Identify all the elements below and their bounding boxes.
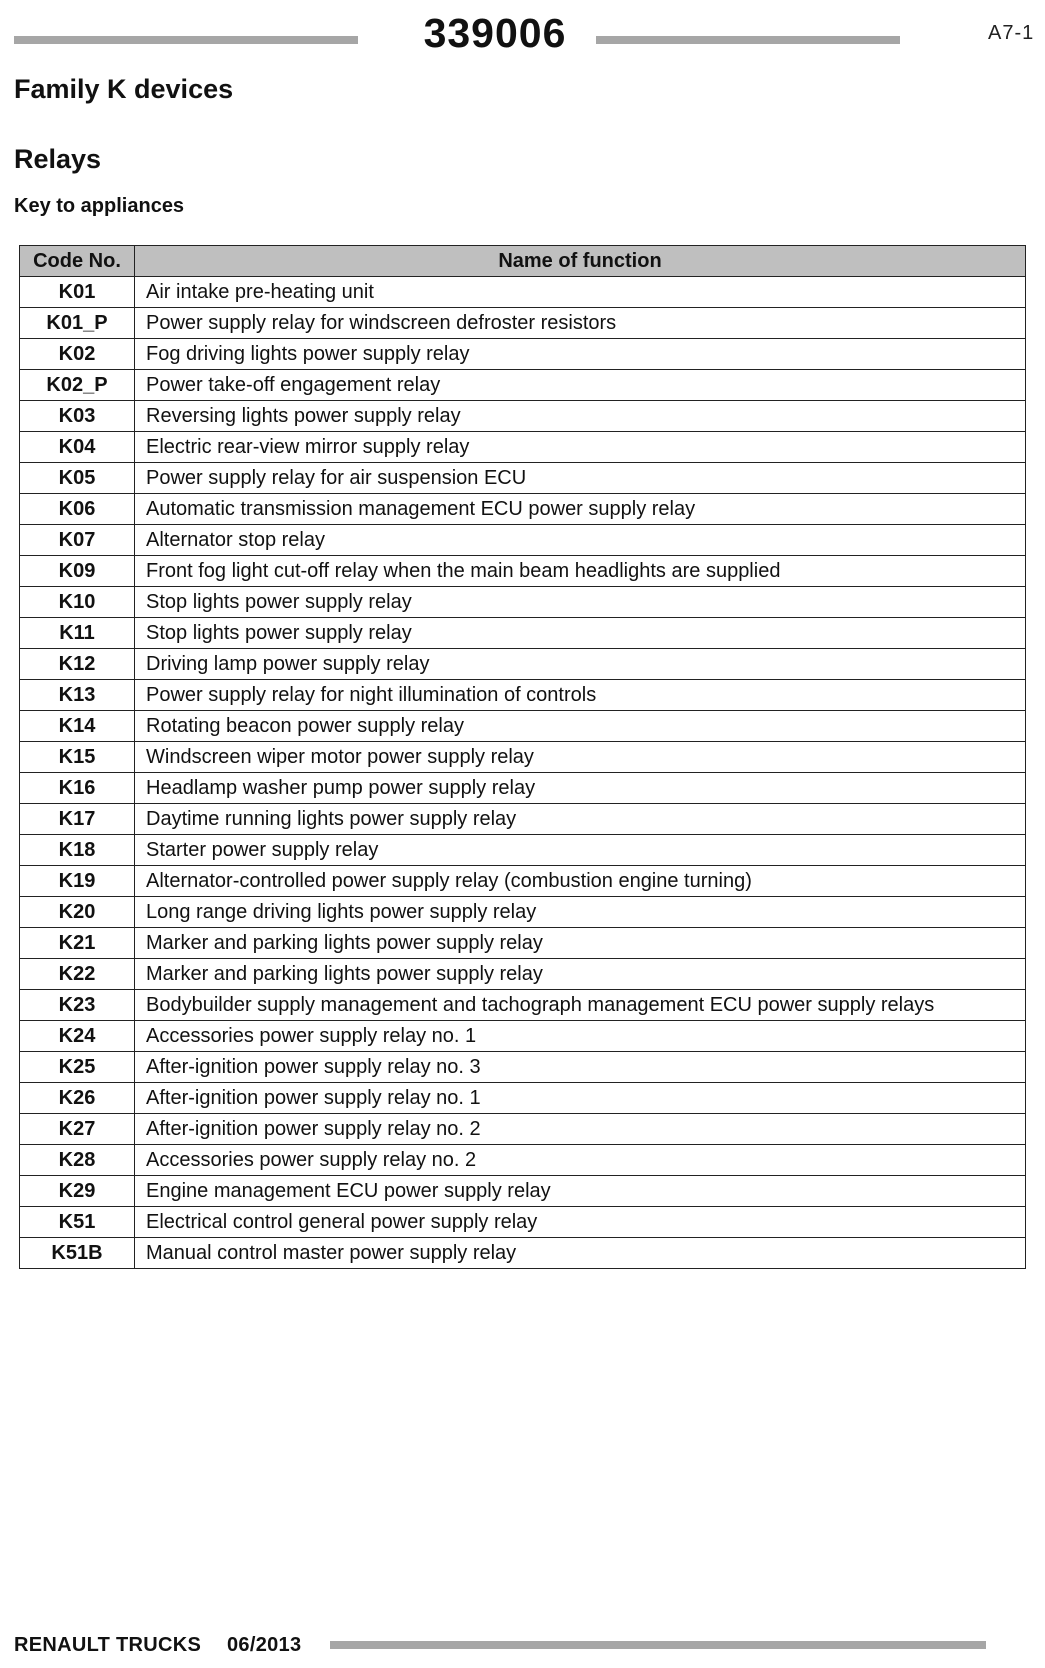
relay-function-name: Electric rear-view mirror supply relay xyxy=(135,432,1026,463)
relay-code: K22 xyxy=(20,959,135,990)
page-reference: A7-1 xyxy=(988,22,1035,44)
relay-code: K14 xyxy=(20,711,135,742)
relay-function-name: Daytime running lights power supply relay xyxy=(135,804,1026,835)
table-row xyxy=(20,959,1026,990)
footer-brand: RENAULT TRUCKS xyxy=(14,1634,202,1656)
table-row xyxy=(20,711,1026,742)
relay-code: K29 xyxy=(20,1176,135,1207)
relay-code: K09 xyxy=(20,556,135,587)
table-row xyxy=(20,432,1026,463)
relay-code: K25 xyxy=(20,1052,135,1083)
table-row xyxy=(20,680,1026,711)
relay-function-name: Stop lights power supply relay xyxy=(135,618,1026,649)
relay-function-name: Accessories power supply relay no. 2 xyxy=(135,1145,1026,1176)
relay-function-name: Long range driving lights power supply relay xyxy=(135,897,1026,928)
table-row xyxy=(20,1083,1026,1114)
column-header-code: Code No. xyxy=(20,246,135,277)
relay-code: K12 xyxy=(20,649,135,680)
relay-function-name: After-ignition power supply relay no. 2 xyxy=(135,1114,1026,1145)
relay-function-name: Power take-off engagement relay xyxy=(135,370,1026,401)
table-row xyxy=(20,401,1026,432)
relay-code: K51B xyxy=(20,1238,135,1269)
relay-function-name: Headlamp washer pump power supply relay xyxy=(135,773,1026,804)
relay-code: K20 xyxy=(20,897,135,928)
relay-code: K06 xyxy=(20,494,135,525)
section-title: Family K devices xyxy=(14,74,234,104)
table-row xyxy=(20,556,1026,587)
relay-function-name: Engine management ECU power supply relay xyxy=(135,1176,1026,1207)
table-row xyxy=(20,1176,1026,1207)
header-rule-left xyxy=(14,36,358,44)
relay-function-name: Alternator stop relay xyxy=(135,525,1026,556)
relay-function-name: Stop lights power supply relay xyxy=(135,587,1026,618)
relay-code: K02_P xyxy=(20,370,135,401)
table-row xyxy=(20,1052,1026,1083)
relay-function-name: Bodybuilder supply management and tachograph management ECU power supply relays xyxy=(135,990,1026,1021)
subsection-title: Relays xyxy=(14,144,102,174)
header-rule-right xyxy=(596,36,900,44)
table-row xyxy=(20,866,1026,897)
relay-code: K51 xyxy=(20,1207,135,1238)
relay-code: K10 xyxy=(20,587,135,618)
table-row xyxy=(20,1021,1026,1052)
relay-code: K21 xyxy=(20,928,135,959)
relay-code: K24 xyxy=(20,1021,135,1052)
relay-code: K19 xyxy=(20,866,135,897)
table-row xyxy=(20,928,1026,959)
relay-table xyxy=(19,245,1026,1269)
relay-function-name: Front fog light cut-off relay when the main beam headlights are supplied xyxy=(135,556,1026,587)
relay-code: K28 xyxy=(20,1145,135,1176)
footer-date: 06/2013 xyxy=(227,1634,302,1656)
relay-code: K15 xyxy=(20,742,135,773)
relay-code: K01_P xyxy=(20,308,135,339)
relay-function-name: Marker and parking lights power supply relay xyxy=(135,959,1026,990)
table-row xyxy=(20,1114,1026,1145)
relay-function-name: Starter power supply relay xyxy=(135,835,1026,866)
relay-function-name: Electrical control general power supply relay xyxy=(135,1207,1026,1238)
relay-code: K18 xyxy=(20,835,135,866)
relay-function-name: Rotating beacon power supply relay xyxy=(135,711,1026,742)
table-row xyxy=(20,494,1026,525)
table-header-row xyxy=(20,246,1026,277)
relay-function-name: Alternator-controlled power supply relay (combustion engine turning) xyxy=(135,866,1026,897)
table-row xyxy=(20,618,1026,649)
relay-function-name: Power supply relay for air suspension ECU xyxy=(135,463,1026,494)
relay-function-name: Fog driving lights power supply relay xyxy=(135,339,1026,370)
relay-code: K01 xyxy=(20,277,135,308)
relay-code: K03 xyxy=(20,401,135,432)
table-row xyxy=(20,587,1026,618)
relay-code: K26 xyxy=(20,1083,135,1114)
table-row xyxy=(20,835,1026,866)
table-row xyxy=(20,990,1026,1021)
relay-function-name: Power supply relay for windscreen defroster resistors xyxy=(135,308,1026,339)
table-row xyxy=(20,463,1026,494)
table-row xyxy=(20,897,1026,928)
relay-code: K27 xyxy=(20,1114,135,1145)
table-row xyxy=(20,277,1026,308)
relay-code: K16 xyxy=(20,773,135,804)
table-row xyxy=(20,308,1026,339)
relay-function-name: After-ignition power supply relay no. 1 xyxy=(135,1083,1026,1114)
relay-code: K07 xyxy=(20,525,135,556)
relay-code: K11 xyxy=(20,618,135,649)
footer-rule xyxy=(330,1641,986,1649)
table-row xyxy=(20,1207,1026,1238)
relay-function-name: Reversing lights power supply relay xyxy=(135,401,1026,432)
column-header-name: Name of function xyxy=(135,246,1026,277)
key-title: Key to appliances xyxy=(14,195,185,217)
table-row xyxy=(20,773,1026,804)
relay-table-body xyxy=(20,277,1026,1269)
table-row xyxy=(20,742,1026,773)
relay-function-name: Driving lamp power supply relay xyxy=(135,649,1026,680)
table-row xyxy=(20,370,1026,401)
relay-function-name: Air intake pre-heating unit xyxy=(135,277,1026,308)
relay-function-name: Accessories power supply relay no. 1 xyxy=(135,1021,1026,1052)
relay-code: K13 xyxy=(20,680,135,711)
relay-function-name: Windscreen wiper motor power supply relay xyxy=(135,742,1026,773)
relay-function-name: After-ignition power supply relay no. 3 xyxy=(135,1052,1026,1083)
document-number: 339006 xyxy=(423,10,567,56)
table-row xyxy=(20,1238,1026,1269)
relay-function-name: Automatic transmission management ECU power supply relay xyxy=(135,494,1026,525)
table-row xyxy=(20,649,1026,680)
table-row xyxy=(20,339,1026,370)
table-row xyxy=(20,1145,1026,1176)
relay-code: K05 xyxy=(20,463,135,494)
relay-code: K02 xyxy=(20,339,135,370)
relay-function-name: Power supply relay for night illumination of controls xyxy=(135,680,1026,711)
table-row xyxy=(20,525,1026,556)
table-row xyxy=(20,804,1026,835)
relay-code: K04 xyxy=(20,432,135,463)
relay-function-name: Manual control master power supply relay xyxy=(135,1238,1026,1269)
relay-function-name: Marker and parking lights power supply relay xyxy=(135,928,1026,959)
relay-code: K23 xyxy=(20,990,135,1021)
relay-code: K17 xyxy=(20,804,135,835)
